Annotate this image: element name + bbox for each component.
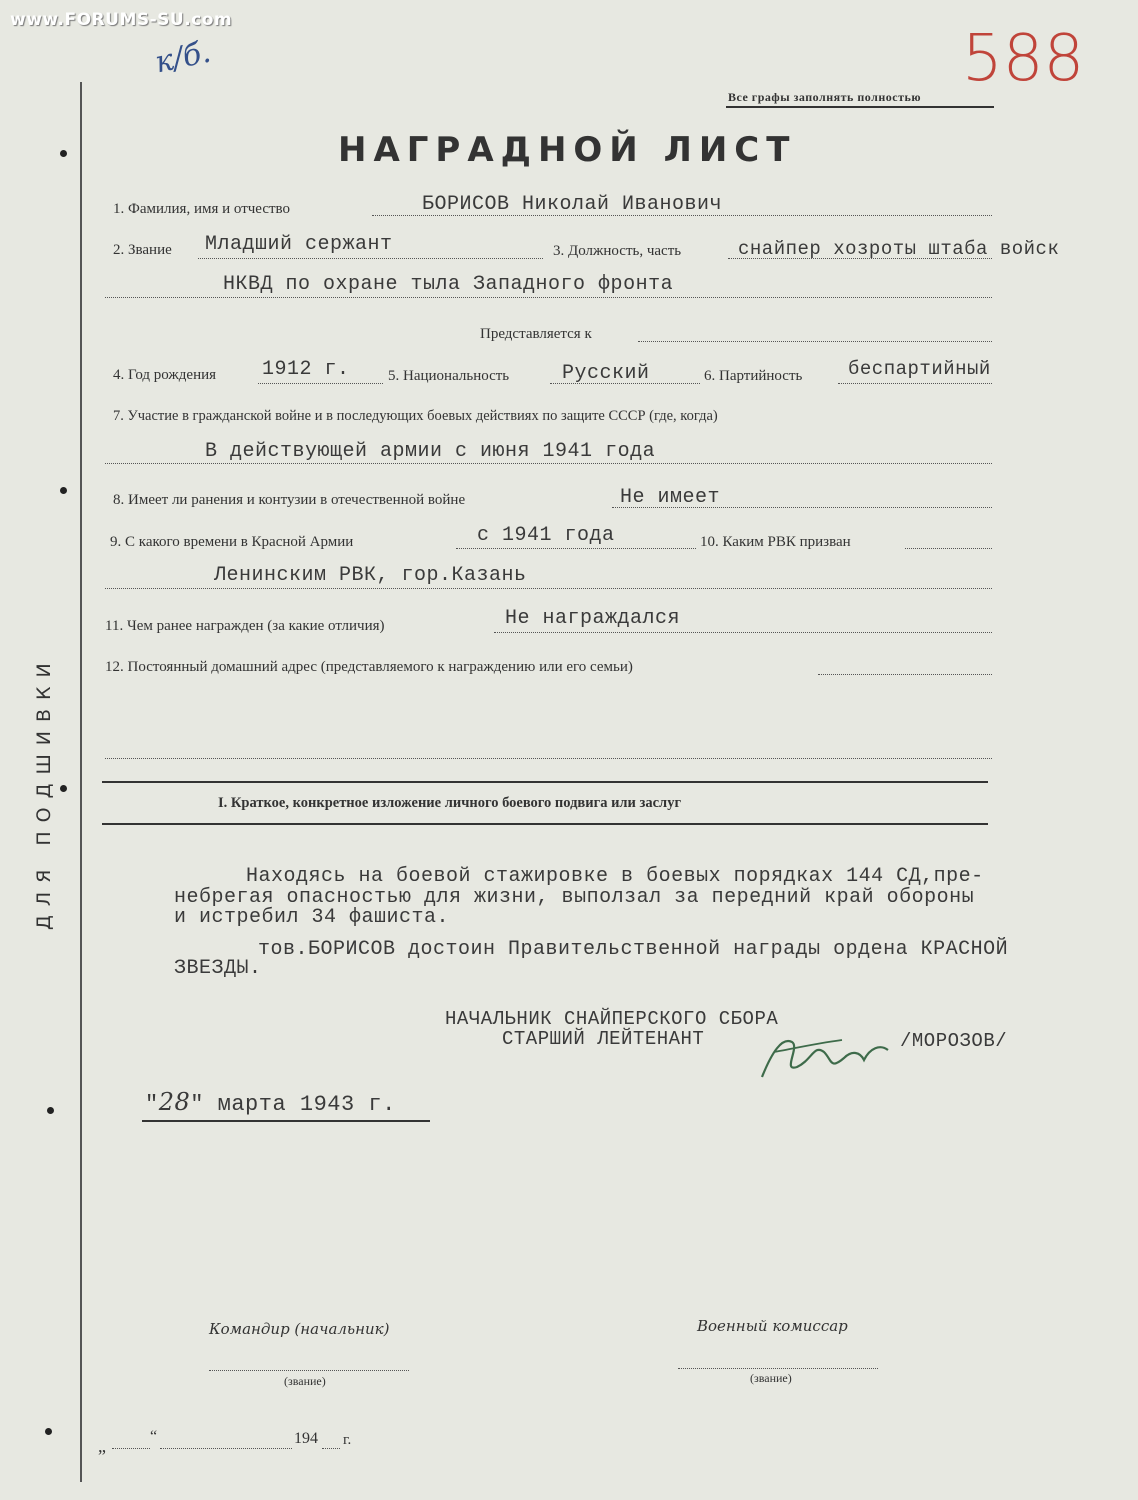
field-3-value-line2: НКВД по охране тыла Западного фронта (223, 273, 674, 296)
field-11-value: Не награждался (505, 607, 681, 630)
margin-label: ДЛЯ ПОДШИВКИ (33, 654, 55, 930)
field-5-label: 5. Национальность (388, 368, 510, 384)
field-11-label: 11. Чем ранее награжден (за какие отличия) (105, 618, 385, 634)
field-4-label: 4. Год рождения (113, 367, 217, 383)
field-6-label: 6. Партийность (704, 368, 803, 384)
punch-hole (60, 785, 67, 792)
date-underline (142, 1120, 430, 1122)
date-open-quote: " (145, 1092, 159, 1117)
field-1-value: БОРИСОВ Николай Иванович (422, 193, 723, 216)
field-8-label: 8. Имеет ли ранения и контузии в отечественной войне (113, 492, 466, 508)
field-6-value: беспартийный (848, 358, 991, 380)
punch-hole (47, 1107, 54, 1114)
narrative-line-5: ЗВЕЗДЫ. (174, 957, 262, 980)
field-10-label: 10. Каким РВК призван (700, 534, 851, 550)
date-day: 28 (158, 1088, 191, 1116)
archive-mark: к/б. (151, 34, 214, 81)
field-3-value-line1: снайпер хозроты штаба войск (738, 238, 1060, 260)
punch-hole (45, 1428, 52, 1435)
archive-number: 588 (962, 22, 1085, 96)
field-3-label: 3. Должность, часть (553, 243, 682, 259)
punch-hole (60, 487, 67, 494)
footer-date-mid: “ (150, 1428, 158, 1445)
narrative-line-3: и истребил 34 фашиста. (174, 906, 450, 929)
commissar-label: Военный комиссар (697, 1317, 848, 1335)
handwritten-signature (752, 1022, 902, 1092)
presented-label: Представляется к (480, 326, 592, 342)
footer-date-open: „ (98, 1436, 106, 1456)
footer-date-year: 194 (294, 1430, 318, 1447)
section-top-rule (102, 781, 988, 783)
field-1-label: 1. Фамилия, имя и отчество (113, 201, 291, 217)
field-10-value: Ленинским РВК, гор.Казань (214, 564, 527, 587)
field-7-value: В действующей армии с июня 1941 года (205, 440, 656, 463)
field-2-label: 2. Звание (113, 242, 172, 258)
binding-line (80, 82, 82, 1482)
page-title: НАГРАДНОЙ ЛИСТ (338, 130, 797, 170)
narrative-line-1: Находясь на боевой стажировке в боевых порядках 144 СД,пре- (246, 865, 984, 888)
field-5-value: Русский (562, 362, 650, 385)
signature-title-line-2: СТАРШИЙ ЛЕЙТЕНАНТ (502, 1028, 705, 1050)
redacted-address (100, 676, 998, 740)
section-heading: I. Краткое, конкретное изложение личного боевого подвига или заслуг (218, 795, 682, 811)
field-8-value: Не имеет (620, 486, 721, 509)
field-4-value: 1912 г. (262, 358, 350, 381)
signature-title-line-1: НАЧАЛЬНИК СНАЙПЕРСКОГО СБОРА (445, 1008, 779, 1030)
narrative-line-2: небрегая опасностью для жизни, выползал за передний край обороны (174, 886, 975, 909)
field-2-value: Младший сержант (205, 233, 393, 256)
section-bottom-rule (102, 823, 988, 825)
rank-label-left: (звание) (284, 1374, 326, 1388)
signature-name: /МОРОЗОВ/ (900, 1030, 1008, 1052)
field-9-label: 9. С какого времени в Красной Армии (110, 534, 354, 550)
punch-hole (60, 150, 67, 157)
rank-label-right: (звание) (750, 1371, 792, 1385)
footer-date-suffix: г. (343, 1432, 352, 1448)
commander-label: Командир (начальник) (209, 1320, 390, 1338)
instruction-underline (726, 106, 994, 108)
field-7-label: 7. Участие в гражданской войне и в последующих боевых действиях по защите СССР (где, когда) (113, 408, 718, 424)
watermark: www.FORUMS-SU.com (10, 10, 233, 30)
date-line (145, 1088, 396, 1117)
date-rest: марта 1943 г. (217, 1092, 396, 1117)
date-close-quote: " (190, 1092, 204, 1117)
field-9-value: с 1941 года (477, 524, 615, 547)
narrative-line-4: тов.БОРИСОВ достоин Правительственной награды ордена КРАСНОЙ (258, 938, 1009, 961)
field-12-label: 12. Постоянный домашний адрес (представляемого к награждению или его семьи) (105, 659, 633, 675)
instruction-text: Все графы заполнять полностью (728, 90, 922, 104)
